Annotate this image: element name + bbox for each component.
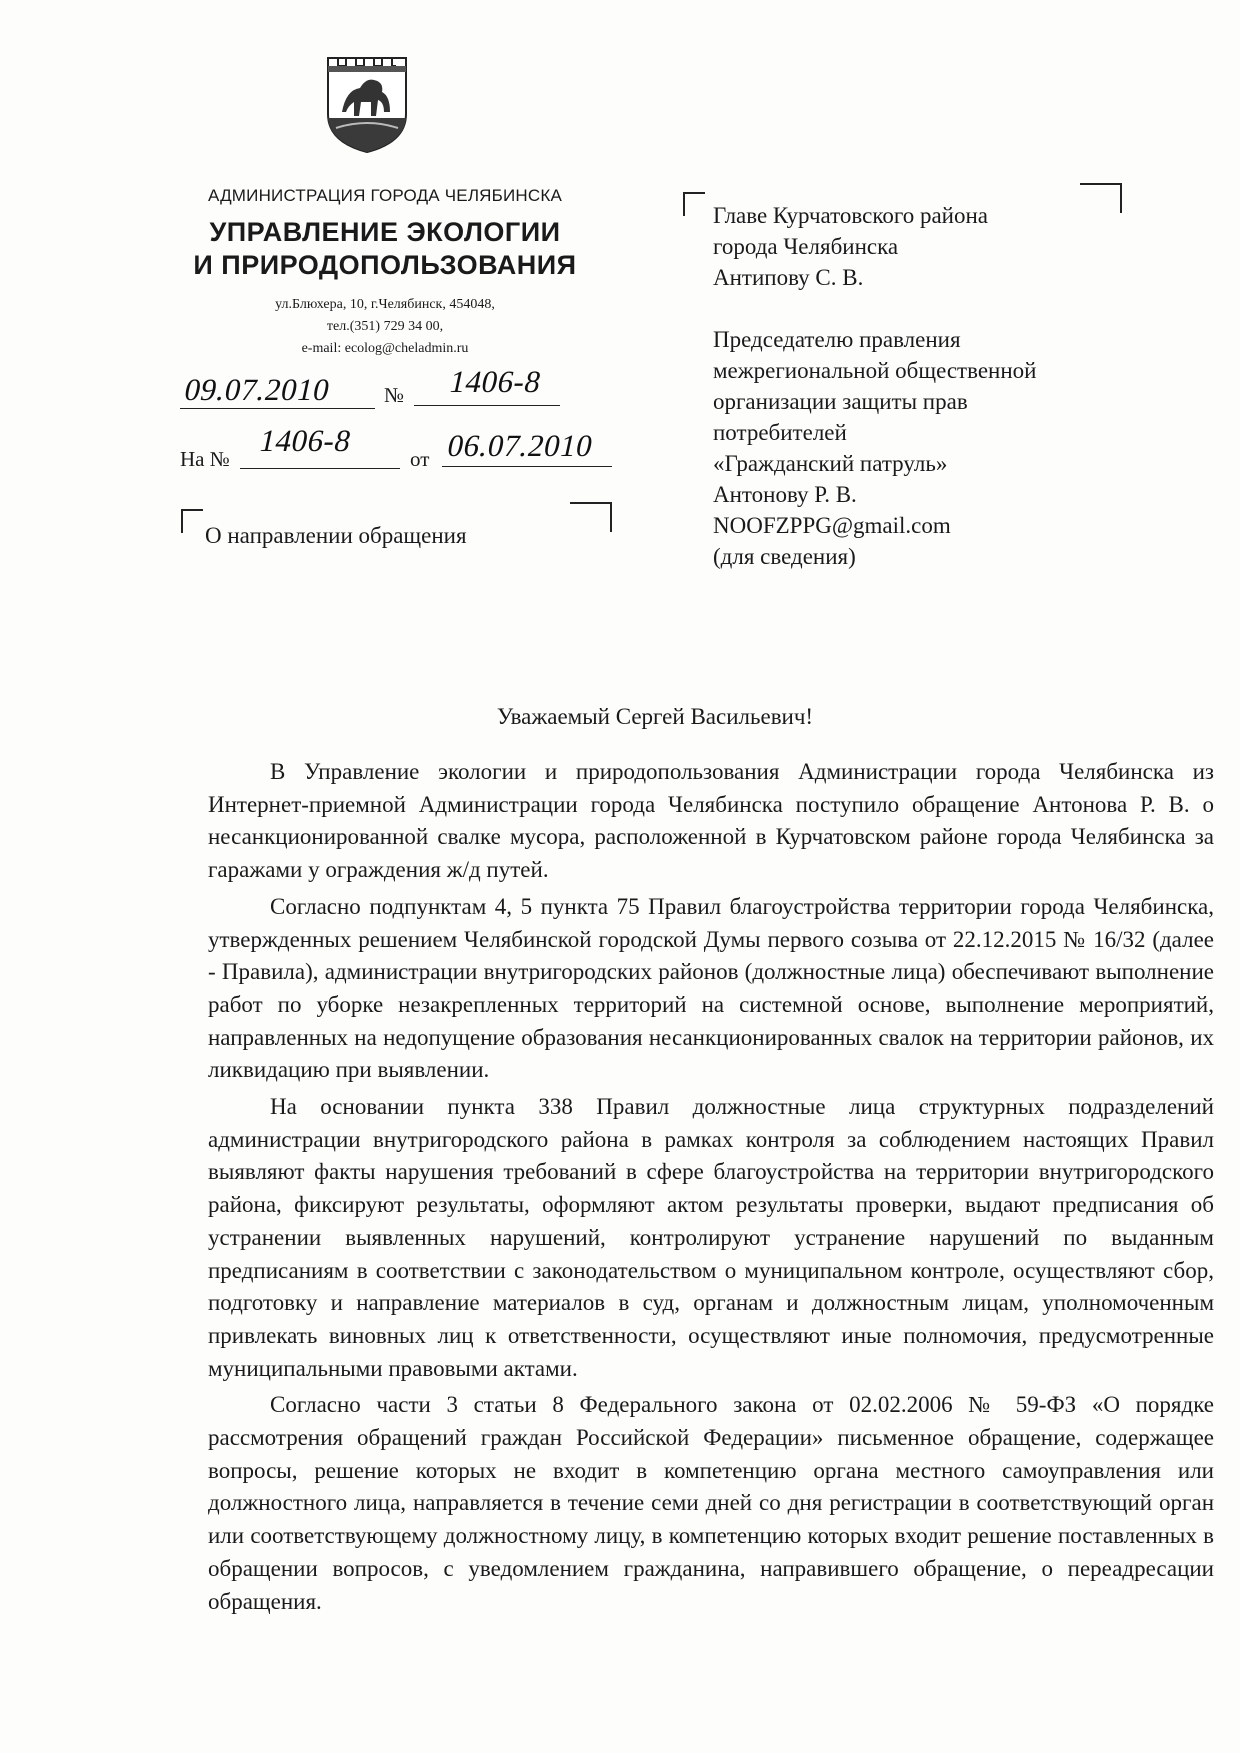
addressee-line: (для сведения) (713, 544, 856, 569)
addressee-line: потребителей (713, 420, 847, 445)
addressee-line: межрегиональной общественной (713, 358, 1037, 383)
body-paragraph: Согласно подпунктам 4, 5 пункта 75 Правил благоустройства территории города Челябинска, утвержденных решением Челябинской городской Думы первого созыва от 22.12.2015 № 16/32 (далее - Правила), администрации внутригородских районов (должностные лица) обеспечивают выполнение работ по уборке незакрепленных территорий на системной основе, выполнение мероприятий, направленных на недопущение образования несанкционированных свалок на территории районов, их ликвидацию при выявлении. (208, 893, 1214, 1083)
addressee-line: Антонову Р. В. (713, 482, 857, 507)
department-name-line2: И ПРИРОДОПОЛЬЗОВАНИЯ (193, 250, 577, 280)
reference-date-line (442, 466, 612, 467)
outgoing-date-line (180, 408, 375, 409)
addressee-block (713, 200, 1036, 572)
subject-bracket-left (181, 509, 203, 533)
addressee-line: «Гражданский патруль» (713, 451, 948, 476)
addressee-email: NOOFZPPG@gmail.com (713, 513, 951, 538)
department-email: e-mail: ecolog@cheladmin.ru (301, 341, 469, 356)
department-address: ул.Блюхера, 10, г.Челябинск, 454048, (275, 297, 495, 312)
addressee-line: Антипову С. В. (713, 265, 864, 290)
reference-number-label: На № (180, 447, 230, 471)
department-name (150, 216, 620, 282)
addressee-spacer (713, 293, 1036, 324)
body-paragraph: На основании пункта 338 Правил должностные лица структурных подразделений администрации внутригородского района в рамках контроля за соблюдением настоящих Правил выявляют факты нарушения требований в сфере благоустройства на территории внутригородского района, фиксируют результаты, оформляют актом результаты проверки, выдают предписания об устранении выявленных нарушений, контролируют устранение нарушений по выданным предписаниям в соответствии с законодательством о муниципальном контроле, осуществляют сбор, подготовку и направление материалов в суд, органам и должностным лицам, уполномоченным привлекать виновных лиц к ответственности, осуществляют иные полномочия, предусмотренные муниципальными правовыми актами. (208, 1094, 1214, 1381)
administration-name: АДМИНИСТРАЦИЯ ГОРОДА ЧЕЛЯБИНСКА (207, 186, 563, 205)
reference-date-handwritten: 06.07.2010 (444, 428, 597, 463)
city-coat-of-arms-emblem (324, 52, 410, 156)
reference-date-label: от (410, 447, 430, 471)
addressee-bracket-right (1080, 183, 1122, 213)
outgoing-number-handwritten: 1406-8 (446, 364, 545, 399)
addressee-line: Главе Курчатовского района (713, 203, 988, 228)
letter-body (208, 756, 1214, 1622)
outgoing-date-handwritten: 09.07.2010 (181, 372, 334, 407)
letter-subject: О направлении обращения (205, 523, 467, 548)
body-paragraph: Согласно части 3 статьи 8 Федерального закона от 02.02.2006 № 59-ФЗ «О порядке рассмотрения обращений граждан Российской Федерации» письменное обращение, содержащее вопросы, решение которых не входит в компетенцию органа местного самоуправления или должностного лица, направляется в течение семи дней со дня регистрации в соответствующий орган или соответствующему должностному лицу, в компетенцию которых входит решение поставленных в обращении вопросов, с уведомлением гражданина, направившего обращение, о переадресации обращения. (208, 1392, 1214, 1614)
addressee-bracket-left (683, 192, 705, 216)
outgoing-number-line (414, 405, 560, 406)
reference-number-line (240, 468, 400, 469)
salutation: Уважаемый Сергей Васильевич! (496, 704, 814, 729)
department-name-line1: УПРАВЛЕНИЕ ЭКОЛОГИИ (209, 217, 561, 247)
addressee-line: организации защиты прав (713, 389, 968, 414)
reference-number-handwritten: 1406-8 (256, 423, 355, 458)
body-paragraph: В Управление экологии и природопользования Администрации города Челябинска из Интернет-приемной Администрации города Челябинска поступило обращение Антонова Р. В. о несанкционированной свалке мусора, расположенной в Курчатовском районе города Челябинска за гаражами у ограждения ж/д путей. (208, 759, 1214, 883)
addressee-line: Председателю правления (713, 327, 961, 352)
addressee-line: города Челябинска (713, 234, 899, 259)
outgoing-number-label: № (384, 383, 405, 407)
subject-bracket-right (570, 502, 612, 532)
department-phone: тел.(351) 729 34 00, (326, 319, 444, 334)
